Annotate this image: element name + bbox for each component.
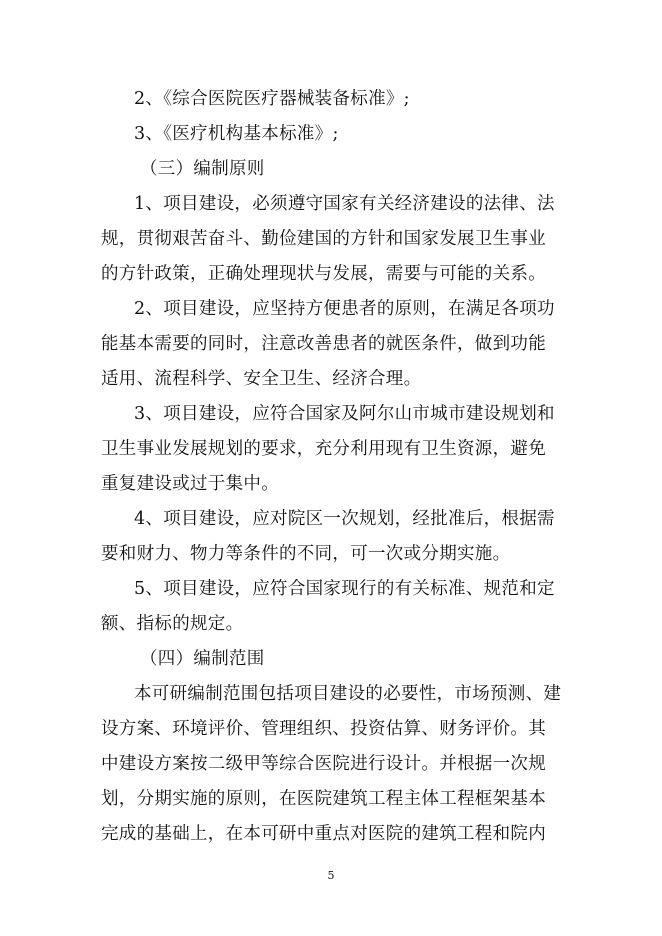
standard-item-3: 3、《医疗机构基本标准》; xyxy=(134,124,339,144)
principle-4-line-1: 4、项目建设，应对院区一次规划，经批准后，根据需 xyxy=(134,509,555,529)
page-number: 5 xyxy=(327,869,335,882)
standard-item-2: 2、《综合医院医疗器械装备标准》; xyxy=(134,89,410,109)
principle-5-line-1: 5、项目建设，应符合国家现行的有关标准、规范和定 xyxy=(134,579,555,599)
principle-3-line-1: 3、项目建设，应符合国家及阿尔山市城市建设规划和 xyxy=(134,404,555,424)
scope-line-1: 本可研编制范围包括项目建设的必要性，市场预测、建 xyxy=(134,684,562,704)
principle-2-line-3: 适用、流程科学、安全卫生、经济合理。 xyxy=(101,369,422,389)
scope-line-4: 划，分期实施的原则，在医院建筑工程主体工程框架基本 xyxy=(101,789,546,809)
principle-4-line-2: 要和财力、物力等条件的不同，可一次或分期实施。 xyxy=(101,544,511,564)
section-heading-principles: （三）编制原则 xyxy=(140,159,265,179)
principle-3-line-2: 卫生事业发展规划的要求，充分利用现有卫生资源，避免 xyxy=(101,439,546,459)
principle-5-line-2: 额、指标的规定。 xyxy=(101,614,244,634)
scope-line-3: 中建设方案按二级甲等综合医院进行设计。并根据一次规 xyxy=(101,754,546,774)
scope-line-5: 完成的基础上，在本可研中重点对医院的建筑工程和院内 xyxy=(101,824,546,844)
section-heading-scope: （四）编制范围 xyxy=(140,649,265,669)
principle-1-line-1: 1、项目建设，必须遵守国家有关经济建设的法律、法 xyxy=(134,194,555,214)
principle-2-line-2: 能基本需要的同时，注意改善患者的就医条件，做到功能 xyxy=(101,334,546,354)
principle-2-line-1: 2、项目建设，应坚持方便患者的原则，在满足各项功 xyxy=(134,299,555,319)
principle-3-line-3: 重复建设或过于集中。 xyxy=(101,474,279,494)
scope-line-2: 设方案、环境评价、管理组织、投资估算、财务评价。其 xyxy=(101,719,546,739)
principle-1-line-3: 的方针政策，正确处理现状与发展，需要与可能的关系。 xyxy=(101,264,546,284)
principle-1-line-2: 规，贯彻艰苦奋斗、勤俭建国的方针和国家发展卫生事业 xyxy=(101,229,546,249)
